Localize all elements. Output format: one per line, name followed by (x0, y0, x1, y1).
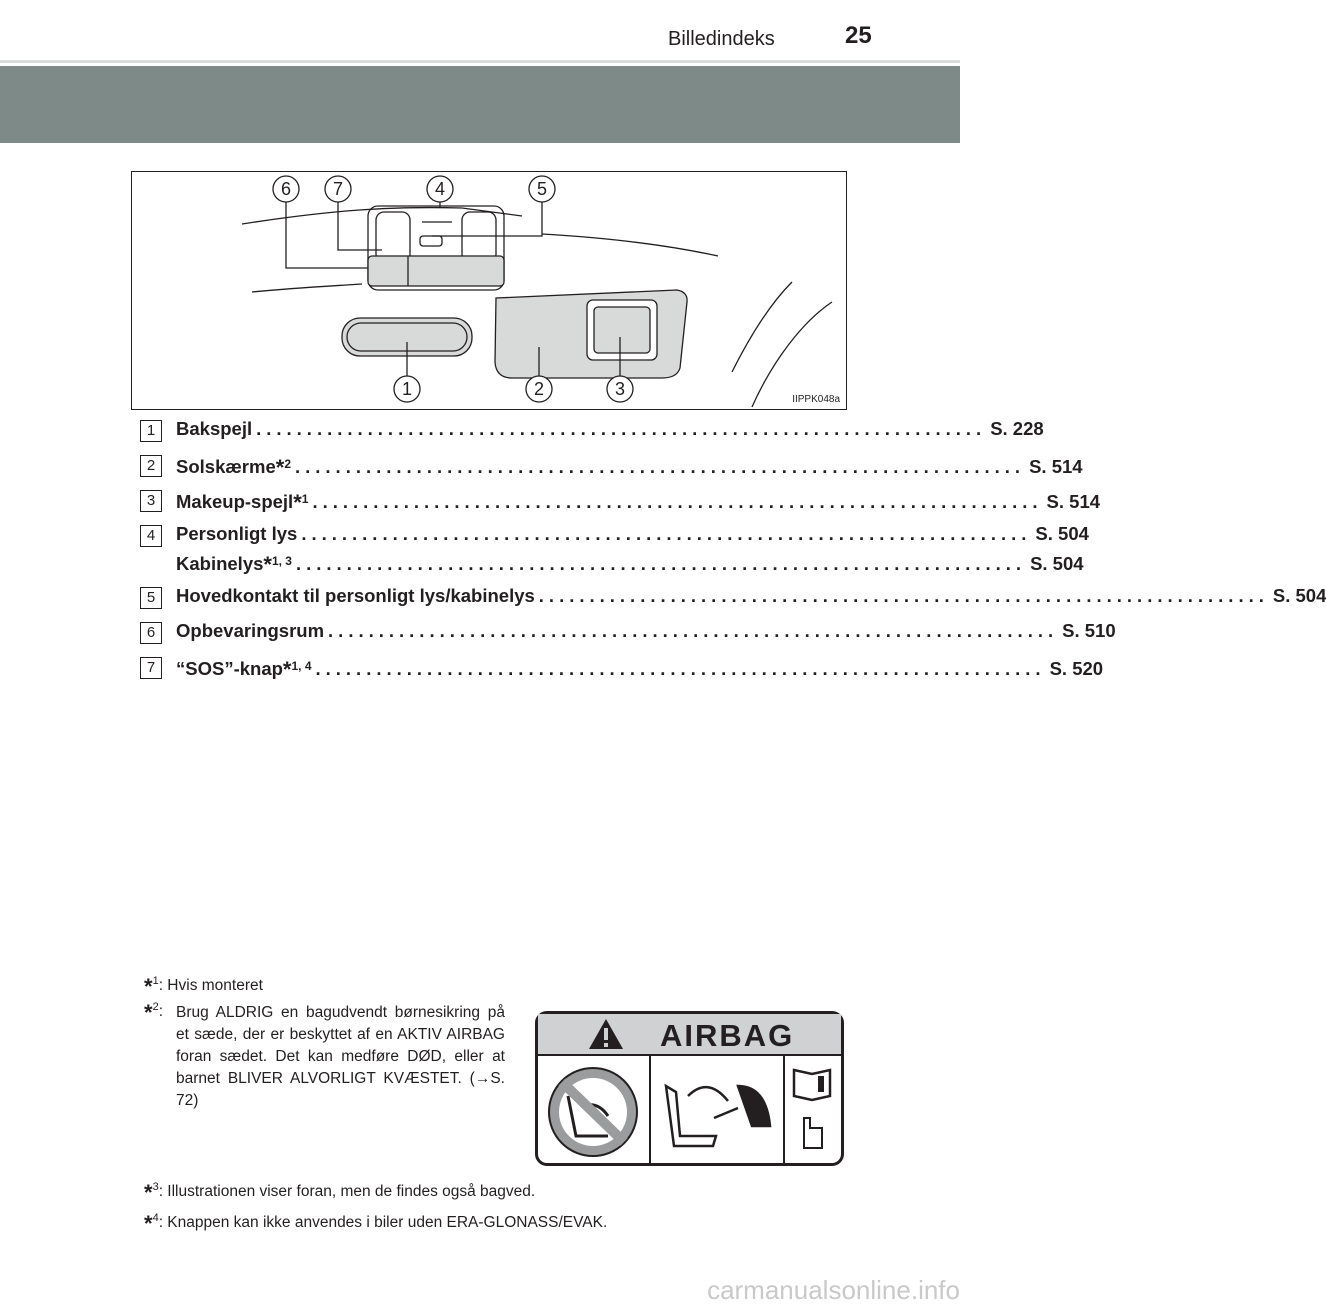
no-child-seat-icon (549, 1068, 637, 1156)
item-number: 1 (140, 420, 162, 442)
list-item[interactable] (140, 585, 1326, 615)
page-ref[interactable]: S. 510 (1062, 620, 1116, 641)
callout-6: 6 (280, 179, 292, 199)
callout-1: 1 (401, 379, 413, 399)
leader-dots: ........................................................................ (315, 658, 1046, 679)
callout-3: 3 (614, 379, 626, 399)
list-item[interactable] (140, 453, 1083, 483)
airbag-pictograms (538, 1056, 841, 1165)
airbag-header (538, 1014, 841, 1056)
page-ref[interactable]: S. 514 (1029, 456, 1083, 477)
item-number: 4 (140, 525, 162, 547)
leader-dots: ........................................................................ (328, 620, 1059, 641)
airbag-warning-label (535, 1011, 844, 1166)
leader-dots: ........................................................................ (295, 456, 1026, 477)
callout-7: 7 (332, 179, 344, 199)
figure-code: IIPPK048a (792, 394, 840, 405)
leader-dots: ........................................................................ (301, 523, 1032, 544)
footnote-3: *$^3$: Illustrationen viser foran, men de findes også bagved. (144, 1180, 536, 1206)
leader-dots: ........................................................................ (312, 491, 1043, 512)
list-item[interactable] (140, 523, 1089, 553)
item-label: Bakspejl (176, 418, 253, 439)
footnote-1: *$^1$: Hvis monteret (144, 974, 263, 1000)
section-title: Billedindeks (668, 28, 775, 50)
item-number: 7 (140, 657, 162, 679)
page-number: 25 (845, 22, 872, 49)
footnote-ref: 2 (284, 457, 291, 471)
callout-2: 2 (533, 379, 545, 399)
item-label: Kabinelys (176, 553, 264, 574)
footnote-ref: 1 (301, 492, 309, 506)
leader-dots: ........................................................................ (538, 585, 1269, 606)
footnote-4: *$^4$: Knappen kan ikke anvendes i biler uden ERA-GLONASS/EVAK. (144, 1211, 608, 1237)
callout-4: 4 (434, 179, 446, 199)
item-number: 3 (140, 490, 162, 512)
asterisk-icon: * (282, 657, 292, 682)
footnote-2-mark: *$^2$: (144, 1000, 163, 1026)
callout-5: 5 (536, 179, 548, 199)
footnote-2-text: Brug ALDRIG en bagudvendt børnesikring på et sæde, der er beskyttet af en AKTIV AIRBAG foran sædet. Det kan medføre DØD, eller at barnet BLIVER ALVORLIGT KVÆSTET. (→S. 72) (176, 1004, 505, 1109)
page-ref[interactable]: S. 504 (1035, 523, 1089, 544)
asterisk-icon: * (293, 490, 302, 515)
page-ref[interactable]: S. 228 (990, 418, 1044, 439)
footnote-ref: 1, 3 (271, 554, 292, 568)
footnote-ref: 1, 4 (291, 659, 312, 673)
overhead-drawing (132, 172, 846, 409)
watermark: carmanualsonline.info (707, 1275, 960, 1305)
page-ref[interactable]: S. 504 (1030, 553, 1084, 574)
seat-airbag-icon (666, 1086, 770, 1146)
item-label: “SOS”-knap (176, 658, 283, 679)
leader-dots: ........................................................................ (256, 418, 987, 439)
item-number: 5 (140, 587, 162, 609)
item-label: Makeup-spejl (176, 491, 294, 512)
page-ref[interactable]: S. 514 (1046, 491, 1101, 512)
asterisk-icon: * (263, 552, 272, 577)
item-label: Opbevaringsrum (176, 620, 325, 641)
page-ref[interactable]: S. 520 (1049, 658, 1104, 679)
list-item[interactable] (140, 620, 1116, 650)
warning-triangle-icon (586, 1016, 626, 1052)
page-ref[interactable]: S. 504 (1272, 585, 1326, 606)
header-band (0, 66, 960, 143)
item-label: Personligt lys (176, 523, 298, 544)
page-header (0, 0, 960, 62)
list-item[interactable] (140, 655, 1104, 685)
leader-dots: ........................................................................ (295, 553, 1027, 574)
manual-info-icon (794, 1070, 830, 1148)
item-label: Solskærme (176, 456, 276, 477)
asterisk-icon: * (275, 455, 285, 480)
airbag-text: AIRBAG (660, 1018, 795, 1053)
header-rule (0, 60, 960, 63)
item-number: 2 (140, 455, 162, 477)
list-item[interactable] (140, 488, 1101, 518)
list-item[interactable] (140, 550, 1084, 580)
list-item[interactable] (140, 418, 1044, 448)
item-number: 6 (140, 622, 162, 644)
item-label: Hovedkontakt til personligt lys/kabinelys (176, 585, 535, 606)
overhead-illustration (131, 171, 847, 410)
